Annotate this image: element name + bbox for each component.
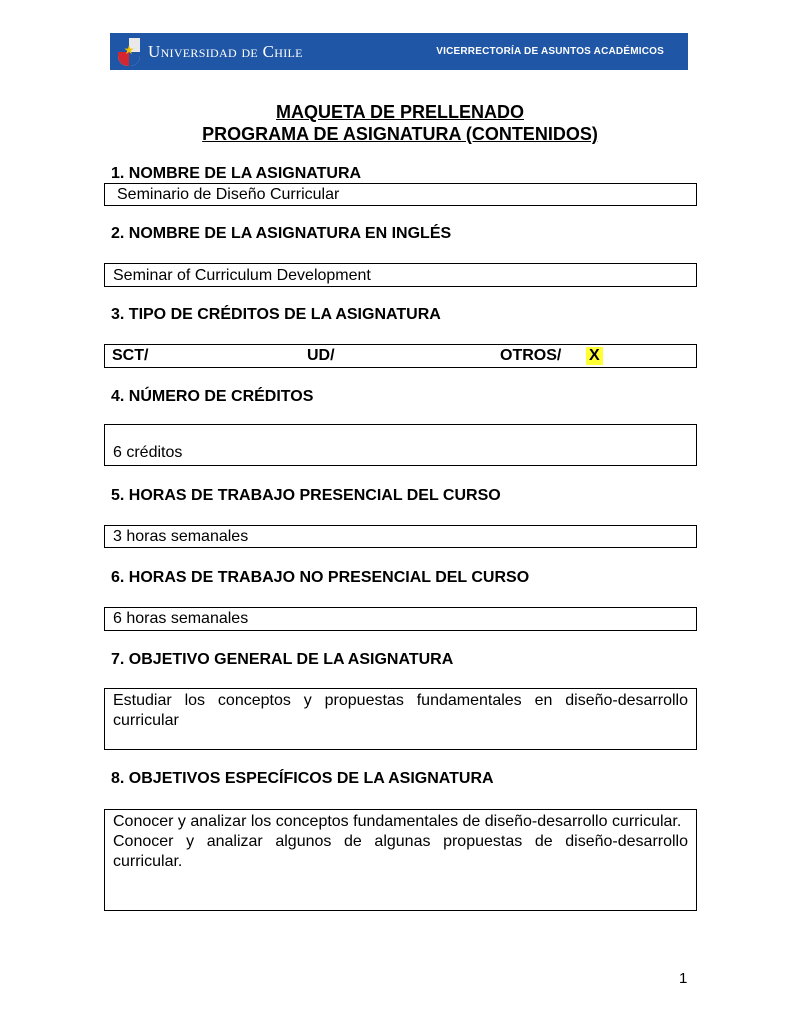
section-5-value: 3 horas semanales [113, 528, 249, 545]
section-6-box [104, 607, 697, 631]
section-8-objective-2: Conocer y analizar algunos de algunas propuestas de diseño-desarrollo curricular. [113, 833, 688, 870]
university-name: Universidad de Chile [148, 41, 303, 61]
credits-type-row [105, 345, 696, 367]
section-5-box [104, 525, 697, 548]
section-2-box [104, 263, 697, 287]
section-5-heading: 5. HORAS DE TRABAJO PRESENCIAL DEL CURSO [111, 487, 501, 504]
sct-label: SCT/ [112, 347, 149, 364]
section-1-heading: 1. NOMBRE DE LA ASIGNATURA [111, 165, 362, 182]
otros-mark: X [586, 347, 603, 365]
header-banner [110, 33, 688, 70]
section-8-objective-1: Conocer y analizar los conceptos fundamentales de diseño-desarrollo curricular. [113, 813, 682, 830]
section-4-heading: 4. NÚMERO DE CRÉDITOS [111, 388, 314, 405]
section-2-value: Seminar of Curriculum Development [113, 267, 371, 284]
section-2-heading: 2. NOMBRE DE LA ASIGNATURA EN INGLÉS [111, 225, 452, 242]
section-3-box [104, 344, 697, 368]
ud-label: UD/ [307, 347, 335, 364]
otros-label: OTROS/ [500, 347, 562, 364]
section-7-value: Estudiar los conceptos y propuestas fundamentales en diseño-desarrollo curricular [113, 692, 688, 729]
document-title-line1: MAQUETA DE PRELLENADO [275, 102, 524, 122]
section-7-heading: 7. OBJETIVO GENERAL DE LA ASIGNATURA [111, 651, 454, 668]
university-crest-icon: ★ [118, 38, 140, 66]
section-7-box [104, 688, 697, 750]
section-8-heading: 8. OBJETIVOS ESPECÍFICOS DE LA ASIGNATURA [111, 770, 494, 787]
section-1-box [104, 183, 697, 206]
section-6-heading: 6. HORAS DE TRABAJO NO PRESENCIAL DEL CURSO [111, 569, 530, 586]
vicerrectoria-label: VICERRECTORÍA DE ASUNTOS ACADÉMICOS [436, 46, 664, 57]
section-6-value: 6 horas semanales [113, 610, 249, 627]
page-number: 1 [679, 970, 688, 987]
document-title-line2: PROGRAMA DE ASIGNATURA (CONTENIDOS) [202, 124, 598, 144]
section-8-box [104, 809, 697, 911]
university-logo [118, 38, 303, 66]
section-1-value: Seminario de Diseño Curricular [117, 186, 340, 203]
section-3-heading: 3. TIPO DE CRÉDITOS DE LA ASIGNATURA [111, 306, 441, 323]
section-4-value: 6 créditos [113, 444, 183, 461]
section-4-box [104, 424, 697, 466]
